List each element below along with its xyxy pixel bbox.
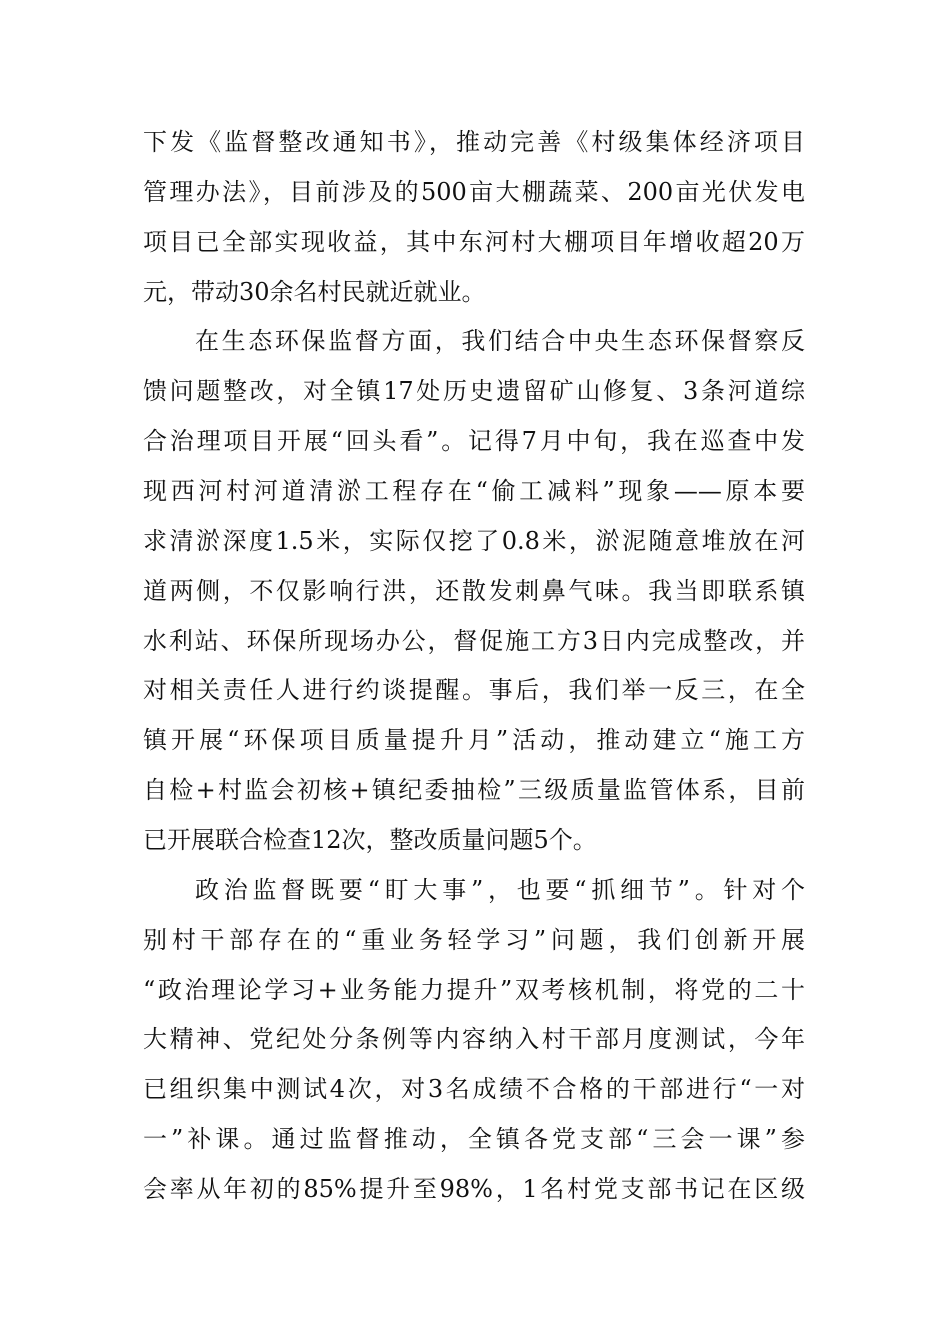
document-page: [143, 118, 805, 1215]
text-line: 项目已全部实现收益，其中东河村大棚项目年增收超20万: [143, 227, 805, 256]
text-line: 管理办法》，目前涉及的500亩大棚蔬菜、200亩光伏发电: [143, 177, 805, 206]
paragraph: [143, 866, 805, 1215]
text-line: 大精神、党纪处分条例等内容纳入村干部月度测试，今年: [143, 1025, 805, 1054]
text-line: 道两侧，不仅影响行洪，还散发刺鼻气味。我当即联系镇: [143, 576, 805, 605]
text-line: 馈问题整改，对全镇17处历史遗留矿山修复、3条河道综: [143, 377, 805, 406]
text-line: 自检+村监会初核+镇纪委抽检”三级质量监管体系，目前: [143, 776, 805, 805]
text-line: 别村干部存在的“重业务轻学习”问题，我们创新开展: [143, 925, 805, 954]
text-line: 一”补课。通过监督推动，全镇各党支部“三会一课”参: [143, 1125, 805, 1154]
text-line: 合治理项目开展“回头看”。记得7月中旬，我在巡查中发: [143, 427, 805, 456]
text-line: 下发《监督整改通知书》，推动完善《村级集体经济项目: [143, 128, 805, 156]
text-line: 已开展联合检查12次，整改质量问题5个。: [143, 826, 597, 855]
text-line: 求清淤深度1.5米，实际仅挖了0.8米，淤泥随意堆放在河: [143, 526, 805, 555]
paragraph: [143, 317, 805, 865]
text-line: “政治理论学习+业务能力提升”双考核机制，将党的二十: [143, 975, 805, 1004]
text-line: 会率从年初的85%提升至98%，1名村党支部书记在区级: [143, 1175, 805, 1204]
text-line: 元，带动30余名村民就近就业。: [143, 277, 486, 306]
text-line: 已组织集中测试4次，对3名成绩不合格的干部进行“一对: [143, 1075, 805, 1104]
text-line: 水利站、环保所现场办公，督促施工方3日内完成整改，并: [143, 626, 805, 655]
paragraph: [143, 118, 805, 317]
text-line: 在生态环保监督方面，我们结合中央生态环保督察反: [195, 327, 805, 356]
text-line: 镇开展“环保项目质量提升月”活动，推动建立“施工方: [143, 726, 805, 755]
text-line: 现西河村河道清淤工程存在“偷工减料”现象——原本要: [143, 477, 805, 506]
text-line: 政治监督既要“盯大事”，也要“抓细节”。针对个: [195, 875, 805, 904]
text-line: 对相关责任人进行约谈提醒。事后，我们举一反三，在全: [143, 676, 805, 705]
